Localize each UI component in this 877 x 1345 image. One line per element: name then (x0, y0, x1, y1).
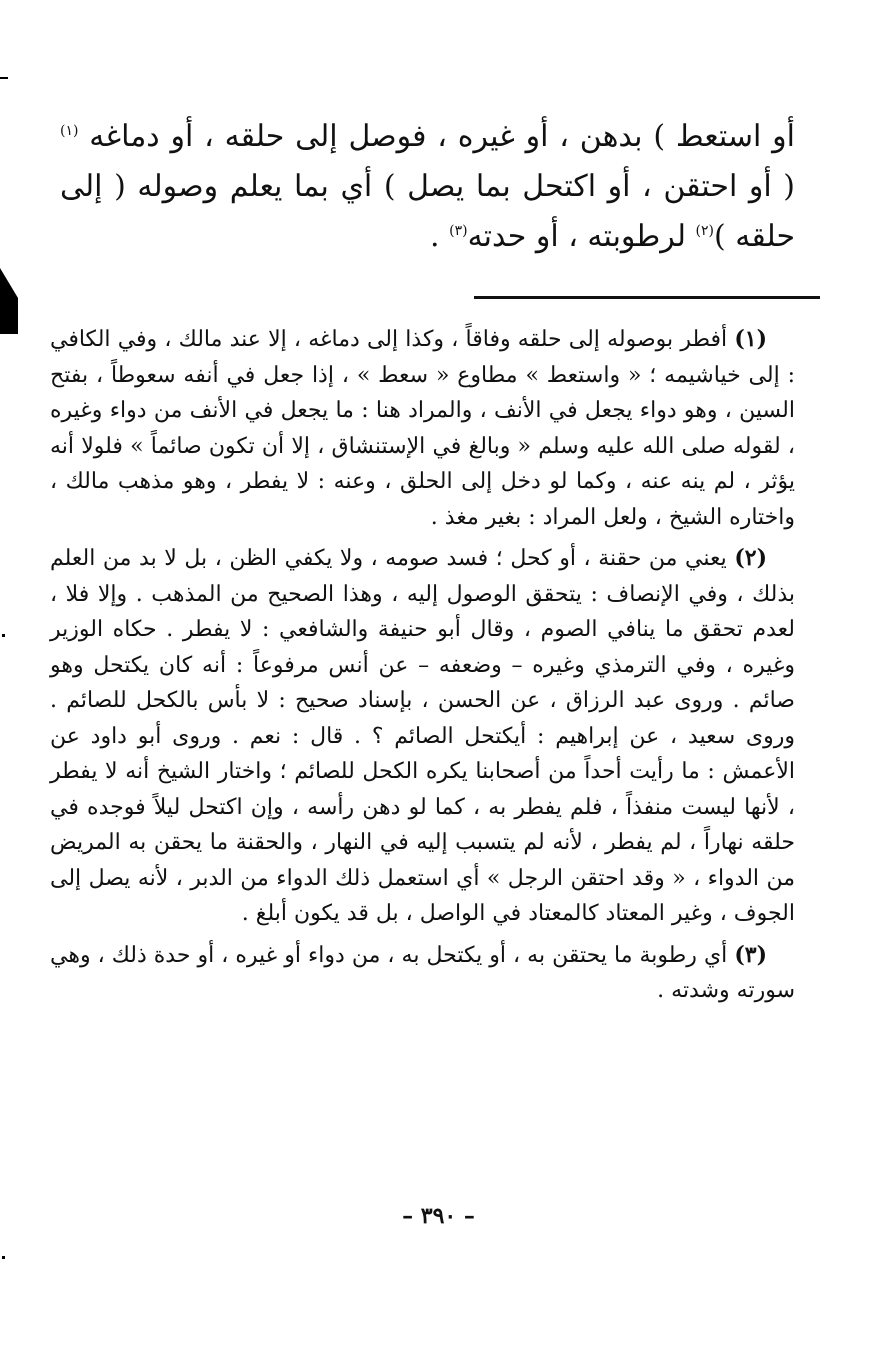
scan-edge-mark (0, 77, 8, 79)
footnote-1 (50, 322, 795, 535)
footnote-2 (50, 541, 795, 932)
scan-edge-dot (2, 1256, 5, 1259)
footnote-text: يعني من حقنة ، أو كحل ؛ فسد صومه ، ولا يكفي الظن ، بل لا بد من العلم بذلك ، وفي الإنصاف : يتحقق الوصول إليه ، وهذا الصحيح من المذهب . وإلا فلا ، لعدم تحقق ما ينافي الصوم ، وقال أبو حنيفة والشافعي : لا يفطر . حكاه الوزير وغيره ، وفي الترمذي وغيره – وضعفه – عن أنس مرفوعاً : أنه كان يكتحل وهو صائم . وروى عبد الرزاق ، عن الحسن ، بإسناد صحيح : لا بأس بالكحل للصائم . وروى سعيد ، عن إبراهيم : أيكتحل الصائم ؟ . قال : نعم . وروى أبو داود عن الأعمش : ما رأيت أحداً من أصحابنا يكره الكحل للصائم ؛ واختار الشيخ أنه لا يفطر ، لأنها ليست منفذاً ، فلم يفطر به ، كما لو دهن رأسه ، وإن اكتحل ليلاً فوجده في حلقه نهاراً ، لم يفطر ، لأنه لم يتسبب إليه في النهار ، والحقنة ما يحقن به المريض من الدواء ، « وقد احتقن الرجل » أي استعمل ذلك الدواء من الدبر ، لأنه يصل إلى الجوف ، وغير المعتاد كالمعتاد في الواصل ، بل قد يكون أبلغ . (50, 546, 795, 926)
footnote-ref-1[interactable]: (١) (60, 123, 79, 139)
footnote-3 (50, 938, 795, 1009)
main-text-line-1: أو استعط ) بدهن ، أو غيره ، فوصل إلى حلقه ، أو دماغه (89, 119, 795, 154)
footnote-text: أي رطوبة ما يحتقن به ، أو يكتحل به ، من دواء أو غيره ، أو حدة ذلك ، وهي سورته وشدته . (50, 942, 795, 1003)
main-text-block (60, 112, 795, 262)
main-text-paragraph (60, 112, 795, 262)
main-text-end-mark: . (430, 219, 440, 254)
main-text-line-2: ( أو احتقن ، أو اكتحل بما يصل ) أي بما يعلم وصوله (137, 169, 795, 204)
main-text-line-3a: ( إلى حلقه ) (60, 169, 795, 254)
footnote-number: (١) (734, 326, 767, 352)
scan-edge-shadow (0, 298, 18, 334)
scan-edge-dot (2, 634, 5, 637)
page-number: – ٣٩٠ – (402, 1203, 475, 1229)
footnote-ref-2[interactable]: (٢) (695, 223, 715, 239)
footnote-number: (٣) (734, 941, 767, 968)
footnotes-section (50, 322, 795, 1015)
footnote-text: أفطر بوصوله إلى حلقه وفاقاً ، وكذا إلى دماغه ، إلا عند مالك ، وفي الكافي : إلى خياشيمه ؛ « واستعط » مطاوع « سعط » ، إذا جعل في أنفه سعوطاً ، بفتح السين ، وهو دواء يجعل في الأنف ، والمراد هنا : ما يجعل في الأنف من دواء وغيره ، لقوله صلى الله عليه وسلم « وبالغ في الإستنشاق ، إلا أن تكون صائماً » فلولا أنه يؤثر ، لم ينه عنه ، وكما لو دخل إلى الحلق ، وعنه : لا يفطر ، وهو مذهب مالك ، واختاره الشيخ ، ولعل المراد : بغير مغذ . (50, 327, 795, 530)
footnote-separator (474, 296, 820, 299)
footnote-ref-3[interactable]: (٣) (449, 223, 468, 239)
main-text-line-3b: لرطوبته ، أو حدته (467, 219, 686, 254)
footnote-number: (٢) (734, 545, 767, 571)
